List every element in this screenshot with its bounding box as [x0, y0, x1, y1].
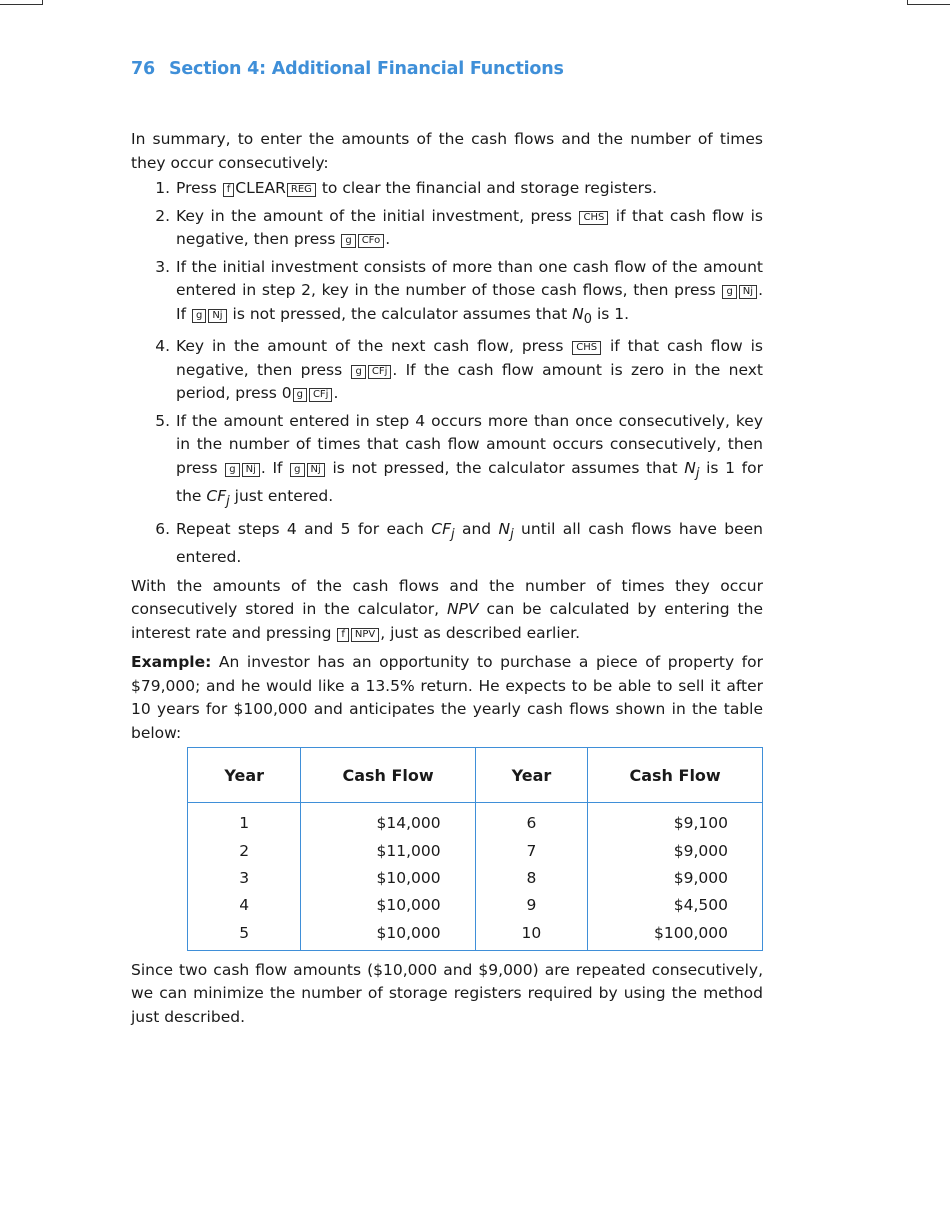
- step-4-text-d: .: [333, 384, 339, 403]
- g-key: g: [351, 365, 365, 379]
- page-number: 76: [131, 59, 155, 79]
- step-3-text-c: is not pressed, the calculator assumes that: [232, 304, 568, 323]
- n-variable: N: [684, 458, 696, 477]
- n-variable: N: [572, 304, 584, 323]
- reg-key: REG: [287, 183, 316, 197]
- n-variable: N: [498, 519, 511, 538]
- nj-key: Nj: [208, 309, 226, 323]
- step-5-text-b: . If: [260, 458, 283, 477]
- step-5-text-d: is 1 for the: [176, 458, 763, 506]
- g-key: g: [290, 463, 304, 477]
- cf-variable: CF: [206, 487, 227, 506]
- step-6-text-b: and: [461, 519, 492, 538]
- nj-key: Nj: [739, 285, 757, 299]
- cfj-key: CFj: [309, 388, 333, 402]
- year-column-1: 1 2 3 4 5: [188, 803, 301, 950]
- step-5-text-e: just entered.: [234, 487, 334, 506]
- step-2-text-a: Key in the amount of the initial investment, press: [176, 206, 573, 225]
- step-2-text-b: if that cash flow is negative, then press: [176, 206, 764, 248]
- cash-flow-table: [187, 747, 763, 950]
- section-title: Section 4: Additional Financial Functions: [168, 59, 564, 79]
- step-6: [175, 518, 763, 570]
- npv-text-a: With the amounts of the cash flows and the number of times they occur consecutively stored in the calculator,: [131, 576, 763, 619]
- table-body-row: [188, 803, 763, 950]
- g-key: g: [293, 388, 307, 402]
- example-text: An investor has an opportunity to purchase a piece of property for $79,000; and he would like a 13.5% return. He expects to be able to sell it after 10 years for $100,000 and anticipates the yearly cash flows shown in the table below:: [131, 653, 763, 742]
- step-6-text-c: until all cash flows have been entered.: [176, 519, 763, 567]
- step-4: [175, 335, 763, 406]
- step-3: [175, 256, 763, 332]
- step-5-text-a: If the amount entered in step 4 occurs more than once consecutively, key in the number of times that cash flow amount occurs consecutively, then press: [176, 411, 763, 477]
- column-header: Cash Flow: [301, 748, 475, 803]
- crop-mark-right: [907, 0, 950, 5]
- chs-key: CHS: [572, 341, 601, 355]
- cf-variable: CF: [431, 519, 451, 538]
- step-1: [175, 177, 763, 201]
- cf-subscript: j: [451, 526, 455, 542]
- npv-text-c: , just as described earlier.: [380, 623, 581, 642]
- npv-paragraph: [131, 575, 763, 646]
- f-key: f: [337, 628, 349, 642]
- n-subscript: j: [510, 526, 514, 542]
- intro-paragraph: In summary, to enter the amounts of the cash flows and the number of times they occur consecutively:: [131, 130, 763, 172]
- f-key: f: [223, 183, 235, 197]
- step-2-text-c: .: [385, 230, 391, 248]
- cash-flow-column-2: $9,100 $9,000 $9,000 $4,500 $100,000: [588, 803, 763, 950]
- chs-key: CHS: [579, 211, 608, 225]
- step-4-text-b: if that cash flow is negative, then press: [176, 337, 763, 379]
- cash-flow-column-1: $14,000 $11,000 $10,000 $10,000 $10,000: [301, 803, 475, 950]
- closing-paragraph: Since two cash flow amounts ($10,000 and $9,000) are repeated consecutively, we can minimize the number of storage registers required by using the method just described.: [131, 960, 763, 1026]
- cf0-key: CFo: [358, 234, 385, 248]
- npv-term: NPV: [446, 600, 479, 619]
- column-header: Cash Flow: [588, 748, 763, 803]
- column-header: Year: [188, 748, 301, 803]
- g-key: g: [722, 285, 736, 299]
- example-paragraph: [131, 651, 763, 745]
- step-5-text-c: is not pressed, the calculator assumes that: [332, 458, 678, 477]
- step-3-text-a: If the initial investment consists of more than one cash flow of the amount entered in step 2, key in the number of those cash flows, then press: [176, 257, 763, 299]
- step-1-text-b: to clear the financial and storage registers.: [321, 179, 658, 197]
- step-6-text-a: Repeat steps 4 and 5 for each: [176, 519, 424, 538]
- step-3-text-d: is 1.: [596, 304, 630, 323]
- table-header-row: [188, 748, 763, 803]
- step-2: [175, 205, 763, 252]
- cfj-key: CFj: [368, 365, 392, 379]
- g-key: g: [225, 463, 239, 477]
- year-column-2: 6 7 8 9 10: [475, 803, 588, 950]
- npv-text-b: can be calculated by entering the interest rate and pressing: [131, 600, 763, 642]
- column-header: Year: [475, 748, 588, 803]
- example-label: Example:: [131, 653, 212, 672]
- nj-key: Nj: [242, 463, 260, 477]
- npv-key: NPV: [351, 628, 379, 642]
- crop-mark-left: [0, 0, 43, 5]
- g-key: g: [341, 234, 355, 248]
- step-1-text-a: Press: [176, 179, 217, 197]
- page-body: [131, 128, 763, 1029]
- page-header: [131, 59, 564, 79]
- nj-key: Nj: [307, 463, 325, 477]
- cf-subscript: j: [226, 494, 230, 510]
- steps-list: [131, 177, 763, 570]
- step-5: [175, 410, 763, 514]
- n-subscript: j: [695, 465, 700, 481]
- n-subscript: 0: [583, 311, 592, 327]
- clear-label: CLEAR: [235, 179, 286, 197]
- step-4-text-c: . If the cash flow amount is zero in the next period, press 0: [176, 360, 763, 403]
- step-3-text-b: . If: [176, 281, 763, 323]
- g-key: g: [192, 309, 206, 323]
- step-4-text-a: Key in the amount of the next cash flow, press: [176, 337, 564, 356]
